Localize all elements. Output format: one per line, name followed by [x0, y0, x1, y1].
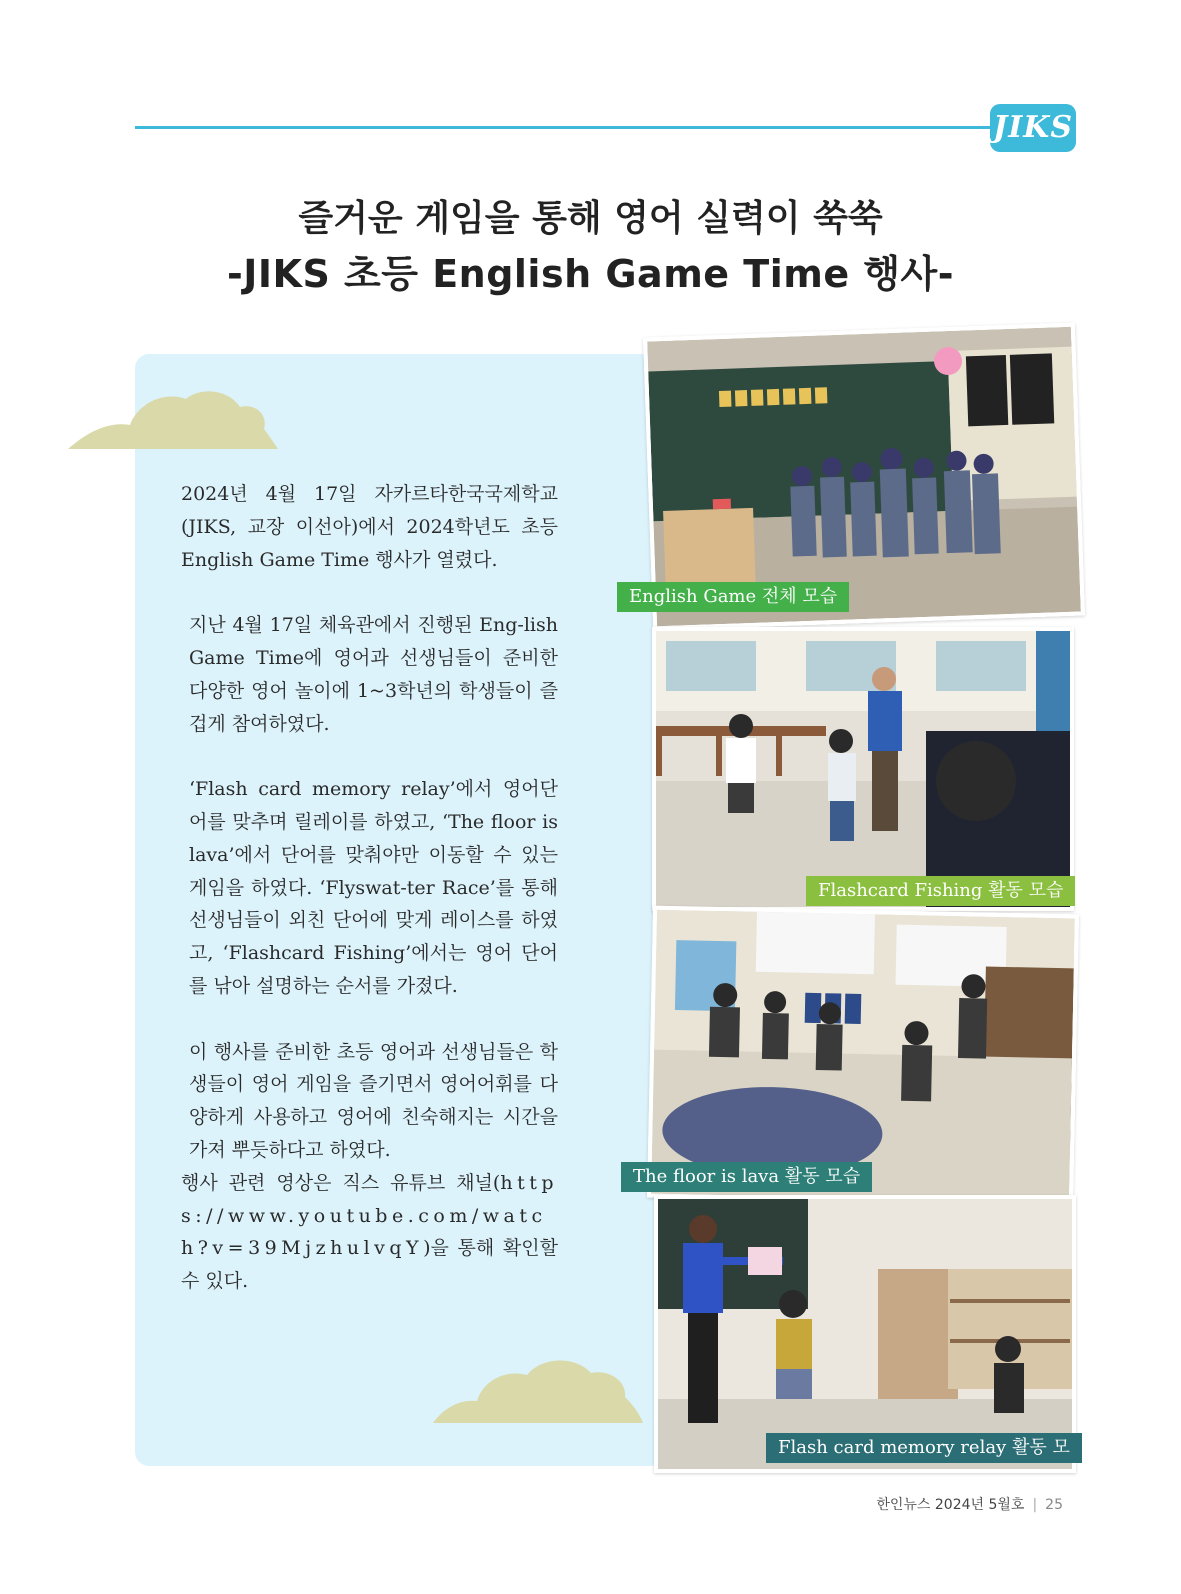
caption-floor-is-lava: The floor is lava 활동 모습 [621, 1162, 872, 1192]
article-body [181, 478, 558, 1298]
cloud-decoration-top [68, 385, 278, 455]
paragraph-intro: 2024년 4월 17일 자카르타한국국제학교(JIKS, 교장 이선아)에서 2024학년도 초등 English Game Time 행사가 열렸다. [181, 483, 558, 571]
jiks-logo: JIKS [990, 104, 1076, 152]
video-text-end: )을 통해 확인할 수 있다. [181, 1237, 558, 1293]
caption-flashcard-fishing: Flashcard Fishing 활동 모습 [806, 876, 1075, 906]
page-footer [876, 1494, 1063, 1514]
video-text-start: 행사 관련 영상은 직스 유튜브 채널( [181, 1171, 501, 1194]
caption-english-game: English Game 전체 모습 [617, 582, 849, 612]
article-subtitle: -JIKS 초등 English Game Time 행사- [226, 252, 955, 296]
photo-memory-relay [654, 1195, 1076, 1473]
footer-separator: | [1032, 1497, 1038, 1513]
paragraph-video [181, 1167, 558, 1298]
header-rule [135, 126, 995, 129]
youtube-link[interactable]: https://www.youtube.com/watch?v=39MjzhulvqY [181, 1171, 558, 1260]
caption-memory-relay: Flash card memory relay 활동 모 [766, 1433, 1082, 1463]
photo-flashcard-fishing [652, 627, 1074, 911]
paragraph-event: 지난 4월 17일 체육관에서 진행된 Eng-lish Game Time에 영어과 선생님들이 준비한 다양한 영어 놀이에 1~3학년의 학생들이 즐겁게 참여하였다. [189, 614, 558, 735]
article-title: 즐거운 게임을 통해 영어 실력이 쑥쑥 [298, 198, 883, 239]
paragraph-teachers: 이 행사를 준비한 초등 영어과 선생님들은 학생들이 영어 게임을 즐기면서 영어어휘를 다양하게 사용하고 영어에 친숙해지는 시간을 가져 뿌듯하다고 하였다. [189, 1040, 558, 1161]
cloud-decoration-bottom [433, 1353, 643, 1425]
page-number: 25 [1045, 1497, 1063, 1513]
publication-name: 한인뉴스 2024년 5월호 [876, 1497, 1025, 1513]
paragraph-games: ‘Flash card memory relay’에서 영어단어를 맞추며 릴레이를 하였고, ‘The floor is lava’에서 단어를 맞춰야만 이동할 수 있는 게임을 하였다. ‘Flyswat-ter Race’를 통해 선생님들이 외친 단어에 맞게 레이스를 하였고, ‘Flashcard Fishing’에서는 영어 단어를 낚아 설명하는 순서를 가졌다. [189, 778, 558, 997]
